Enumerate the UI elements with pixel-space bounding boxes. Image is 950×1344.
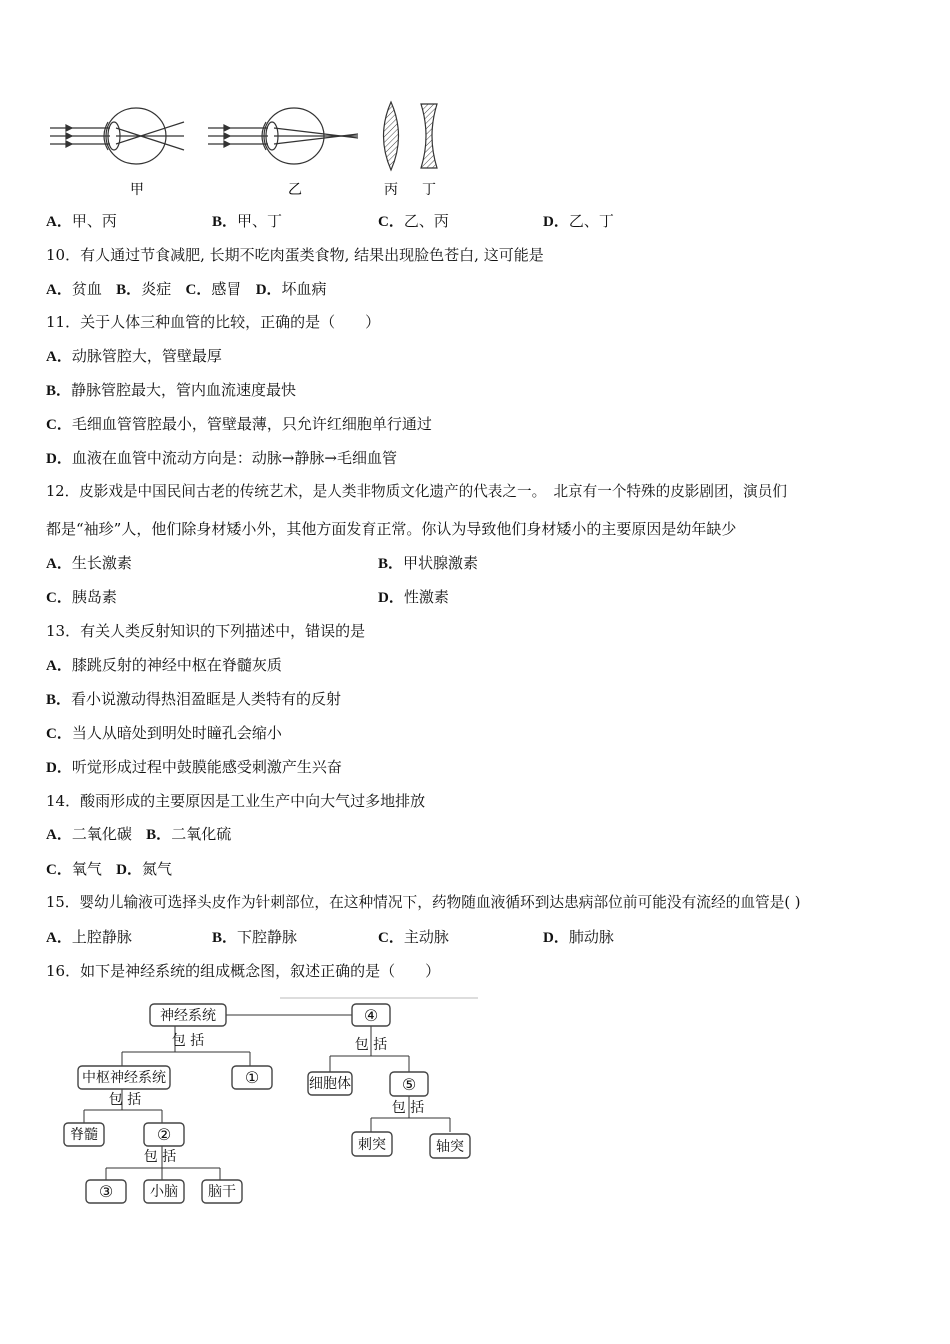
q13-option-a[interactable]: A．膝跳反射的神经中枢在脊髓灰质 [46, 656, 282, 674]
node-brainstem: 脑干 [208, 1184, 236, 1200]
node-2: ② [156, 1125, 172, 1144]
eye-diagram-yi [208, 108, 358, 164]
q14-options-row1 [46, 824, 231, 845]
q10-option-b[interactable]: B．炎症 [116, 280, 172, 298]
baokuo-label-5: 包 括 [391, 1100, 425, 1116]
node-axon: 轴突 [436, 1139, 464, 1155]
figure-label-yi: 乙 [288, 182, 302, 198]
q14-option-d[interactable]: D．氮气 [116, 860, 173, 878]
node-3: ③ [98, 1182, 114, 1201]
figure-label-jia: 甲 [130, 182, 144, 198]
q9-figure [40, 96, 460, 202]
q11-option-a[interactable]: A．动脉管腔大，管壁最厚 [46, 347, 222, 365]
q13-option-c[interactable]: C．当人从暗处到明处时瞳孔会缩小 [46, 724, 282, 742]
q14-option-a[interactable]: A．二氧化碳 [46, 825, 132, 843]
q10-stem: 10．有人通过节食减肥, 长期不吃肉蛋类食物, 结果出现脸色苍白, 这可能是 [46, 246, 544, 264]
q14-option-b[interactable]: B．二氧化硫 [146, 825, 232, 843]
node-spinal: 脊髓 [70, 1127, 98, 1143]
node-dendrite: 刺突 [358, 1137, 386, 1153]
q11-option-b[interactable]: B．静脉管腔最大，管内血流速度最快 [46, 381, 297, 399]
eye-diagram-jia [50, 108, 184, 164]
q15-option-c[interactable]: C．主动脉 [378, 928, 449, 946]
q12-option-b[interactable]: B．甲状腺激素 [378, 554, 479, 572]
q14-stem: 14．酸雨形成的主要原因是工业生产中向大气过多地排放 [46, 792, 426, 810]
q9-option-a[interactable]: A．甲、丙 [46, 212, 117, 230]
q15-option-a[interactable]: A．上腔静脉 [46, 928, 132, 946]
node-1: ① [244, 1068, 260, 1087]
q10-option-a[interactable]: A．贫血 [46, 280, 102, 298]
q13-stem: 13．有关人类反射知识的下列描述中，错误的是 [46, 622, 366, 640]
q10-option-c[interactable]: C．感冒 [185, 280, 242, 298]
q10-options [46, 279, 327, 300]
baokuo-label-cns: 包 括 [108, 1092, 142, 1108]
q13-option-d[interactable]: D．听觉形成过程中鼓膜能感受刺激产生兴奋 [46, 758, 342, 776]
node-cerebellum: 小脑 [150, 1184, 178, 1200]
figure-label-ding: 丁 [422, 182, 436, 198]
q12-option-c[interactable]: C．胰岛素 [46, 588, 117, 606]
concave-lens-ding [421, 104, 437, 168]
q13-option-b[interactable]: B．看小说激动得热泪盈眶是人类特有的反射 [46, 690, 342, 708]
q11-option-d[interactable]: D．血液在血管中流动方向是：动脉→静脉→毛细血管 [46, 449, 397, 467]
convex-lens-bing [384, 102, 399, 170]
q15-option-b[interactable]: B．下腔静脉 [212, 928, 298, 946]
q15-stem: 15．婴幼儿输液可选择头皮作为针刺部位，在这种情况下，药物随血液循环到达患病部位前可能没有流经的血管是( ) [46, 894, 801, 911]
figure-label-bing: 丙 [384, 182, 398, 198]
q16-stem: 16．如下是神经系统的组成概念图，叙述正确的是（ ） [46, 962, 441, 980]
node-5: ⑤ [401, 1075, 417, 1094]
q14-option-c[interactable]: C．氧气 [46, 860, 102, 878]
q15-option-d[interactable]: D．肺动脉 [543, 928, 614, 946]
baokuo-label-2: 包 括 [143, 1149, 177, 1165]
q12-option-d[interactable]: D．性激素 [378, 588, 449, 606]
q9-option-b[interactable]: B．甲、丁 [212, 212, 283, 230]
q12-option-a[interactable]: A．生长激素 [46, 554, 132, 572]
node-soma: 细胞体 [309, 1076, 351, 1092]
node-cns: 中枢神经系统 [82, 1070, 166, 1086]
node-4: ④ [363, 1006, 379, 1025]
node-root: 神经系统 [160, 1008, 216, 1024]
q11-stem: 11．关于人体三种血管的比较，正确的是（ ） [46, 313, 381, 331]
q10-option-d[interactable]: D．坏血病 [255, 280, 327, 298]
q12-stem-line1: 12．皮影戏是中国民间古老的传统艺术，是人类非物质文化遗产的代表之一。 北京有一个特殊的皮影剧团，演员们 [46, 483, 787, 500]
q9-option-c[interactable]: C．乙、丙 [378, 212, 449, 230]
q11-option-c[interactable]: C．毛细血管管腔最小，管壁最薄，只允许红细胞单行通过 [46, 415, 432, 433]
q12-stem-line2: 都是“袖珍”人，他们除身材矮小外，其他方面发育正常。你认为导致他们身材矮小的主要原因是幼年缺少 [46, 520, 737, 538]
baokuo-label-root: 包 括 [171, 1033, 205, 1049]
nervous-system-concept-map [50, 992, 490, 1208]
q14-options-row2 [46, 859, 172, 880]
q9-option-d[interactable]: D．乙、丁 [543, 212, 614, 230]
baokuo-label-4: 包 括 [354, 1037, 388, 1053]
